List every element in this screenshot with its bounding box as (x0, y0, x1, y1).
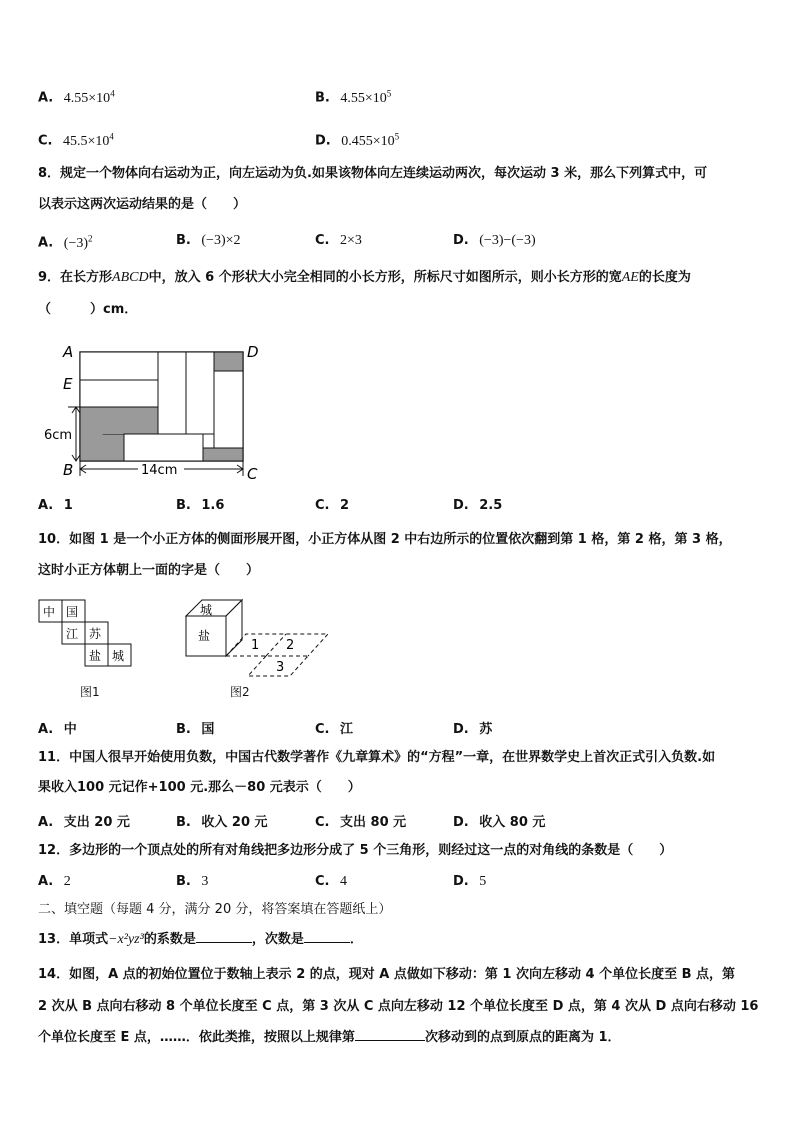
q10-cube-net-figure (38, 598, 138, 672)
q10-c-value: 江 (340, 722, 354, 737)
net-face-su: 苏 (89, 627, 102, 641)
q11-b-value: 收入 20 元 (201, 815, 268, 830)
option-label: C. (315, 874, 330, 889)
q8-option-c[interactable] (315, 233, 362, 249)
q9-option-d[interactable] (453, 498, 502, 513)
q9-d-value: 2.5 (479, 498, 503, 513)
net-face-jiang: 江 (66, 627, 79, 641)
q10-stem-line1: 10．如图 1 是一个小正方体的侧面形展开图，小正方体从图 2 中右边所示的位置依次翻到第 1 格，第 2 格，第 3 格， (38, 532, 732, 547)
q8-d-value: (−3)−(−3) (479, 233, 536, 248)
fig1-caption: 图1 (80, 685, 100, 699)
net-face-yan: 盐 (89, 649, 102, 663)
q11-stem-line2: 果收入100 元记作+100 元.那么－80 元表示（ ） (38, 780, 361, 795)
q11-option-c[interactable] (315, 811, 406, 830)
q12-option-b[interactable] (176, 874, 208, 890)
q8-c-value: 2×3 (340, 233, 362, 248)
q7-option-c[interactable] (38, 131, 114, 150)
q13-answer-blank-1[interactable] (196, 942, 252, 943)
small-rect-6 (124, 434, 203, 461)
option-label: C. (315, 498, 330, 513)
q11-c-value: 支出 80 元 (340, 815, 407, 830)
q13-stem: 13．单项式−x²yz³的系数是 ，次数是 ． (38, 932, 363, 947)
q7-option-b[interactable] (315, 88, 391, 107)
option-label: D. (453, 722, 469, 737)
q14-stem-line3: 个单位长度至 E 点，……．依此类推，按照以上规律第 次移动到的点到原点的距离为 1． (38, 1030, 621, 1045)
option-label: B. (176, 874, 191, 889)
q9-stem-line1: 9．在长方形ABCD中，放入 6 个形状大小完全相同的小长方形，所标尺寸如图所示，则小长方形的宽AE的长度为 (38, 270, 691, 285)
q7-d-value: $0.455\times 10^5$ (341, 131, 400, 149)
q12-option-a[interactable] (38, 874, 71, 890)
q11-a-value: 支出 20 元 (63, 815, 130, 830)
q8-b-value: (−3)×2 (201, 233, 241, 248)
q12-option-d[interactable] (453, 874, 486, 890)
q12-d-value: 5 (479, 874, 487, 889)
option-label: C. (315, 722, 330, 737)
label-d: D (247, 343, 259, 361)
option-label: D. (453, 815, 469, 830)
q9-stem-line2: （ ）cm． (38, 302, 138, 317)
net-face-cheng: 城 (112, 649, 125, 663)
q12-b-value: 3 (201, 874, 209, 889)
cube-front-label: 盐 (198, 629, 211, 643)
option-label: A. (38, 498, 54, 513)
q11-option-d[interactable] (453, 811, 545, 830)
q10-stem-line2: 这时小正方体朝上一面的字是（ ） (38, 563, 260, 578)
cell-2-label: 2 (286, 638, 295, 653)
option-label: A. (38, 722, 54, 737)
q7-c-value: $45.5\times 10^4$ (63, 131, 114, 149)
option-label: B. (176, 722, 191, 737)
q7-b-value: $4.55\times 10^5$ (340, 88, 392, 106)
q12-stem: 12．多边形的一个顶点处的所有对角线把多边形分成了 5 个三角形，则经过这一点的对角线的条数是（ ） (38, 843, 673, 858)
q10-option-b[interactable] (176, 718, 214, 737)
small-rect-5 (214, 371, 243, 448)
option-label: B. (176, 498, 191, 513)
net-face-guo: 国 (66, 605, 79, 619)
fig2-caption: 图2 (230, 685, 250, 699)
option-label: A. (38, 90, 54, 106)
q9-rectangle-figure (38, 338, 268, 488)
label-e: E (63, 375, 73, 393)
label-6cm: 6cm (44, 428, 73, 443)
label-c: C (247, 465, 258, 483)
q10-b-value: 国 (201, 722, 215, 737)
q12-c-value: 4 (340, 874, 348, 889)
q14-stem-line2: 2 次从 B 点向右移动 8 个单位长度至 C 点，第 3 次从 C 点向左移动 12 个单位长度至 D 点，第 4 次从 D 点向右移动 16 (38, 999, 759, 1014)
q10-a-value: 中 (63, 722, 77, 737)
q11-option-a[interactable] (38, 811, 130, 830)
q8-a-value: $(-3)^2$ (63, 233, 93, 251)
option-label: D. (453, 233, 469, 248)
cell-3-label: 3 (276, 660, 285, 675)
q7-option-a[interactable] (38, 88, 115, 107)
q10-option-a[interactable] (38, 718, 77, 737)
q8-option-d[interactable] (453, 233, 536, 249)
option-label: D. (453, 498, 469, 513)
q11-stem-line1: 11．中国人很早开始使用负数，中国古代数学著作《九章算术》的“方程”一章，在世界数学史上首次正式引入负数.如 (38, 750, 716, 765)
option-label: C. (38, 133, 53, 149)
q9-option-a[interactable] (38, 498, 73, 513)
q14-answer-blank[interactable] (355, 1040, 425, 1041)
small-rect-4 (186, 352, 214, 434)
q12-a-value: 2 (63, 874, 71, 889)
option-label: D. (315, 133, 331, 149)
q9-a-value: 1 (63, 498, 73, 513)
option-label: A. (38, 874, 54, 889)
option-label: B. (176, 815, 191, 830)
option-label: A. (38, 235, 54, 251)
q8-stem-line1: 8．规定一个物体向右运动为正，向左运动为负.如果该物体向左连续运动两次，每次运动 3 米，那么下列算式中，可 (38, 166, 708, 181)
small-rect-3 (158, 352, 186, 434)
q9-option-c[interactable] (315, 498, 349, 513)
option-label: C. (315, 233, 330, 248)
q13-answer-blank-2[interactable] (304, 942, 350, 943)
option-label: B. (315, 90, 330, 106)
label-a: A (63, 343, 74, 361)
q10-d-value: 苏 (479, 722, 493, 737)
option-label: C. (315, 815, 330, 830)
q8-stem-line2: 以表示这两次运动结果的是（ ） (38, 197, 247, 212)
q10-cube-figure (180, 594, 330, 680)
q11-option-b[interactable] (176, 811, 268, 830)
q10-option-c[interactable] (315, 718, 353, 737)
q9-b-value: 1.6 (201, 498, 225, 513)
q11-d-value: 收入 80 元 (479, 815, 546, 830)
q8-option-b[interactable] (176, 233, 241, 249)
label-b: B (63, 461, 74, 479)
label-14cm: 14cm (141, 463, 178, 478)
cell-1-label: 1 (251, 638, 260, 653)
q12-option-c[interactable] (315, 874, 347, 890)
option-label: A. (38, 815, 54, 830)
cube-top-label: 城 (200, 603, 213, 617)
section-heading-fill-in: 二、填空题（每题 4 分，满分 20 分，将答案填在答题纸上） (38, 902, 392, 917)
q10-option-d[interactable] (453, 718, 492, 737)
q13-expression: −x²yz³ (108, 932, 144, 947)
net-face-zhong: 中 (43, 605, 56, 619)
small-rect-2 (80, 380, 158, 407)
q7-a-value: $4.55\times 10^4$ (63, 88, 115, 106)
q9-option-b[interactable] (176, 498, 224, 513)
q7-option-d[interactable] (315, 131, 399, 150)
q14-stem-line1: 14．如图，A 点的初始位置位于数轴上表示 2 的点，现对 A 点做如下移动：第 1 次向左移动 4 个单位长度至 B 点，第 (38, 967, 736, 982)
grey-region-top-right (214, 352, 243, 371)
small-rect-1 (80, 352, 158, 380)
option-label: B. (176, 233, 191, 248)
q9-c-value: 2 (340, 498, 350, 513)
option-label: D. (453, 874, 469, 889)
q8-option-a[interactable] (38, 233, 93, 252)
